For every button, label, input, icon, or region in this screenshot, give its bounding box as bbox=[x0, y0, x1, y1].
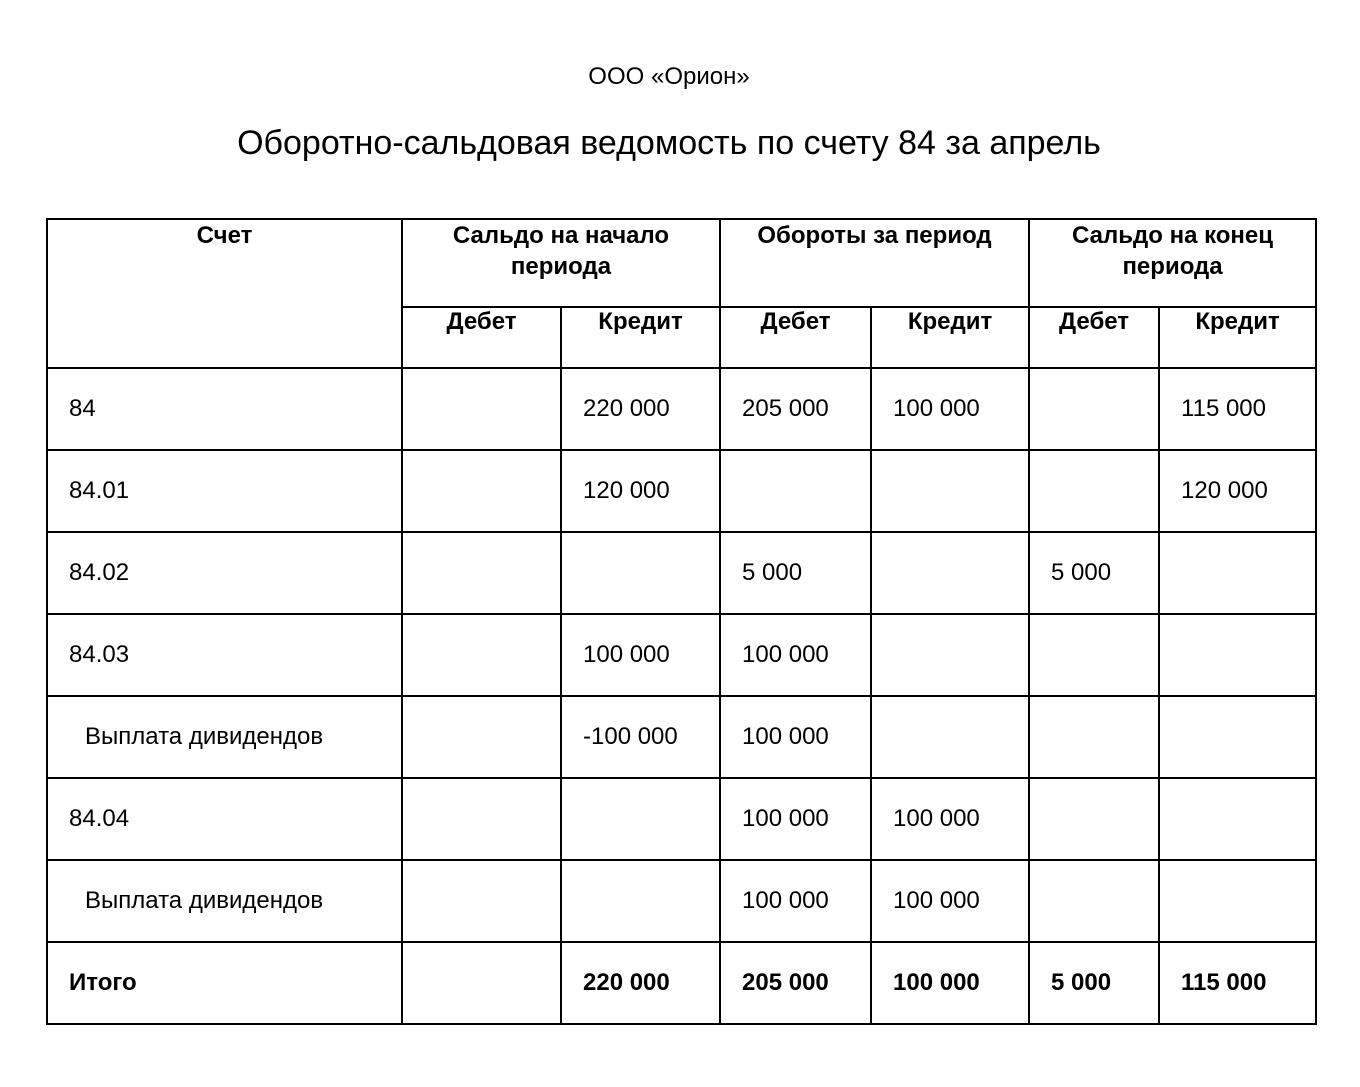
closing-debit-cell: 5 000 bbox=[1029, 532, 1159, 614]
opening-debit-cell bbox=[402, 696, 561, 778]
opening-debit-cell bbox=[402, 532, 561, 614]
total-opening-debit bbox=[402, 942, 561, 1024]
account-cell: 84.01 bbox=[47, 450, 402, 532]
table-row bbox=[47, 532, 1316, 614]
header-opening-debit: Дебет bbox=[402, 307, 561, 368]
closing-credit-cell: 120 000 bbox=[1159, 450, 1316, 532]
opening-debit-cell bbox=[402, 450, 561, 532]
opening-credit-cell bbox=[561, 778, 720, 860]
closing-credit-cell bbox=[1159, 532, 1316, 614]
header-closing-debit: Дебет bbox=[1029, 307, 1159, 368]
turnover-credit-cell bbox=[871, 532, 1029, 614]
turnover-debit-cell: 205 000 bbox=[720, 368, 871, 450]
opening-credit-cell bbox=[561, 860, 720, 942]
turnover-credit-cell bbox=[871, 696, 1029, 778]
total-label: Итого bbox=[47, 942, 402, 1024]
closing-debit-cell bbox=[1029, 614, 1159, 696]
total-closing-debit: 5 000 bbox=[1029, 942, 1159, 1024]
turnover-debit-cell: 5 000 bbox=[720, 532, 871, 614]
header-closing-credit: Кредит bbox=[1159, 307, 1316, 368]
opening-credit-cell: 120 000 bbox=[561, 450, 720, 532]
account-cell: 84.04 bbox=[47, 778, 402, 860]
closing-debit-cell bbox=[1029, 696, 1159, 778]
opening-credit-cell: 220 000 bbox=[561, 368, 720, 450]
turnover-credit-cell: 100 000 bbox=[871, 778, 1029, 860]
document-title: Оборотно-сальдовая ведомость по счету 84 за апрель bbox=[237, 124, 1101, 162]
total-closing-credit: 115 000 bbox=[1159, 942, 1316, 1024]
opening-debit-cell bbox=[402, 860, 561, 942]
header-opening-credit: Кредит bbox=[561, 307, 720, 368]
closing-debit-cell bbox=[1029, 368, 1159, 450]
total-turnover-credit: 100 000 bbox=[871, 942, 1029, 1024]
table-row bbox=[47, 614, 1316, 696]
closing-credit-cell bbox=[1159, 778, 1316, 860]
turnover-credit-cell bbox=[871, 450, 1029, 532]
turnover-debit-cell: 100 000 bbox=[720, 860, 871, 942]
total-turnover-debit: 205 000 bbox=[720, 942, 871, 1024]
table-row bbox=[47, 860, 1316, 942]
table-row bbox=[47, 696, 1316, 778]
header-account: Счет bbox=[47, 219, 402, 368]
closing-credit-cell: 115 000 bbox=[1159, 368, 1316, 450]
closing-debit-cell bbox=[1029, 450, 1159, 532]
trial-balance-table bbox=[46, 218, 1317, 1025]
account-cell: 84 bbox=[47, 368, 402, 450]
header-opening-balance: Сальдо на начало периода bbox=[402, 219, 720, 307]
turnover-credit-cell: 100 000 bbox=[871, 368, 1029, 450]
header-turnover: Обороты за период bbox=[720, 219, 1029, 307]
total-row bbox=[47, 942, 1316, 1024]
account-cell: Выплата дивидендов bbox=[47, 860, 402, 942]
total-opening-credit: 220 000 bbox=[561, 942, 720, 1024]
table-row bbox=[47, 778, 1316, 860]
opening-credit-cell bbox=[561, 532, 720, 614]
closing-credit-cell bbox=[1159, 614, 1316, 696]
turnover-debit-cell: 100 000 bbox=[720, 778, 871, 860]
header-closing-balance: Сальдо на конец периода bbox=[1029, 219, 1316, 307]
header-row-1 bbox=[47, 219, 1316, 307]
table-row bbox=[47, 450, 1316, 532]
turnover-debit-cell bbox=[720, 450, 871, 532]
company-name: ООО «Орион» bbox=[588, 63, 750, 90]
opening-debit-cell bbox=[402, 778, 561, 860]
opening-debit-cell bbox=[402, 368, 561, 450]
closing-debit-cell bbox=[1029, 860, 1159, 942]
turnover-credit-cell bbox=[871, 614, 1029, 696]
closing-credit-cell bbox=[1159, 696, 1316, 778]
account-cell: 84.02 bbox=[47, 532, 402, 614]
opening-debit-cell bbox=[402, 614, 561, 696]
opening-credit-cell: 100 000 bbox=[561, 614, 720, 696]
table-row bbox=[47, 368, 1316, 450]
turnover-debit-cell: 100 000 bbox=[720, 614, 871, 696]
turnover-credit-cell: 100 000 bbox=[871, 860, 1029, 942]
account-cell: 84.03 bbox=[47, 614, 402, 696]
closing-credit-cell bbox=[1159, 860, 1316, 942]
header-turnover-credit: Кредит bbox=[871, 307, 1029, 368]
closing-debit-cell bbox=[1029, 778, 1159, 860]
turnover-debit-cell: 100 000 bbox=[720, 696, 871, 778]
account-cell: Выплата дивидендов bbox=[47, 696, 402, 778]
opening-credit-cell: -100 000 bbox=[561, 696, 720, 778]
header-turnover-debit: Дебет bbox=[720, 307, 871, 368]
